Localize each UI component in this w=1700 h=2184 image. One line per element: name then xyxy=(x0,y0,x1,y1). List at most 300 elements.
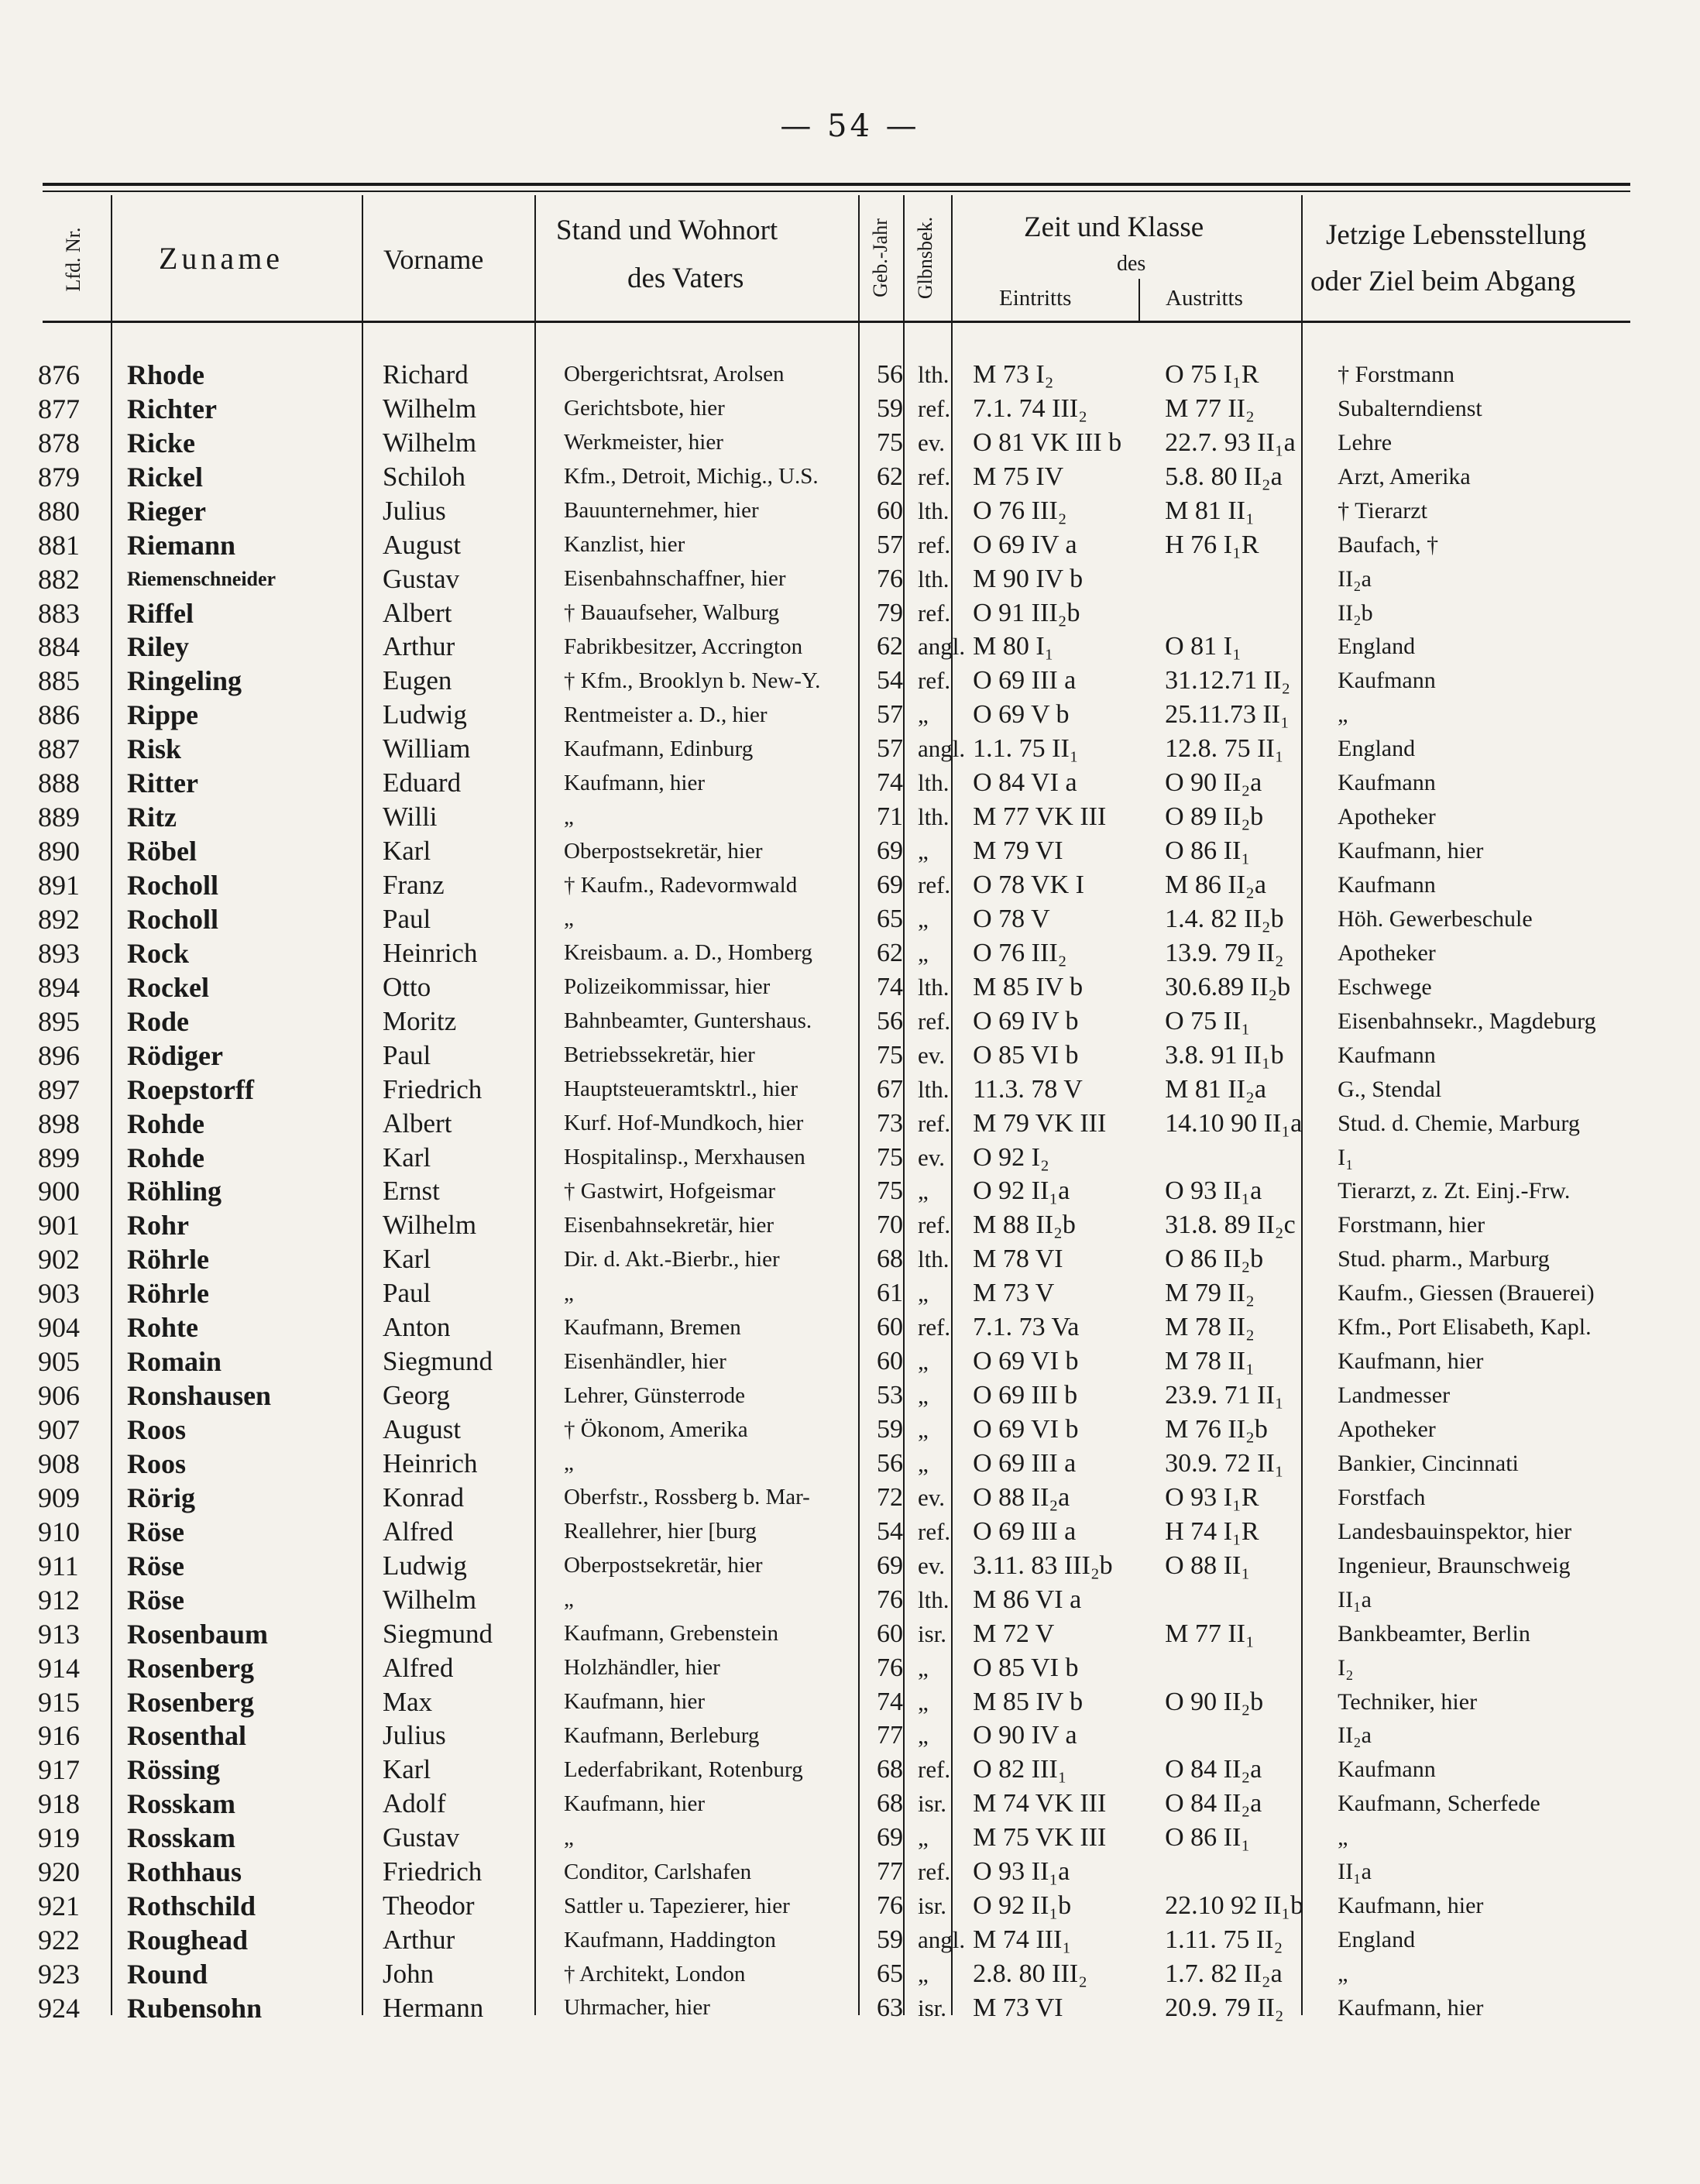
cell-glaubensbekenntnis: „ xyxy=(918,1177,929,1205)
cell-austritt: O 75 II₁ xyxy=(1165,1006,1251,1035)
cell-geb-jahr: 77 xyxy=(877,1721,903,1750)
cell-vorname: Heinrich xyxy=(383,1447,478,1478)
cell-vorname: Theodor xyxy=(383,1890,475,1921)
student-register-table xyxy=(35,358,1655,2025)
cell-eintritt: 1.1. 75 II₁ xyxy=(973,734,1079,764)
table-row xyxy=(35,732,1655,766)
cell-austritt: M 78 II₂ xyxy=(1165,1313,1255,1342)
cell-austritt: 25.11.73 II₁ xyxy=(1165,700,1290,730)
cell-stand-wohnort: Kaufmann, Edinburg xyxy=(564,736,754,761)
cell-stand-wohnort: Kaufmann, hier xyxy=(564,770,705,795)
top-rule-thin xyxy=(43,191,1630,192)
cell-eintritt: O 84 VI a xyxy=(973,768,1077,798)
cell-geb-jahr: 76 xyxy=(877,1653,903,1682)
cell-eintritt: M 77 VK III xyxy=(973,802,1107,832)
cell-jetzige-lebensstellung: Kaufm., Giessen (Brauerei) xyxy=(1338,1280,1595,1307)
cell-geb-jahr: 59 xyxy=(877,1415,903,1444)
cell-stand-wohnort: „ xyxy=(564,1451,574,1476)
cell-vorname: Alfred xyxy=(383,1516,454,1547)
cell-lfd-nr: 924 xyxy=(38,1992,80,2024)
cell-glaubensbekenntnis: ev. xyxy=(918,1551,945,1579)
cell-jetzige-lebensstellung: Kaufmann, hier xyxy=(1338,1893,1484,1919)
cell-glaubensbekenntnis: ref. xyxy=(918,394,951,422)
table-row xyxy=(35,1617,1655,1651)
cell-stand-wohnort: Kaufmann, Berleburg xyxy=(564,1722,760,1748)
cell-glaubensbekenntnis: „ xyxy=(918,1449,929,1477)
cell-lfd-nr: 916 xyxy=(38,1720,80,1752)
cell-eintritt: O 76 III₂ xyxy=(973,496,1067,525)
table-row xyxy=(35,1515,1655,1549)
cell-zuname: Roos xyxy=(127,1447,187,1479)
cell-zuname: Riemann xyxy=(127,529,236,561)
cell-austritt: 31.12.71 II₂ xyxy=(1165,666,1291,695)
cell-austritt xyxy=(1159,1141,1324,1175)
cell-zuname: Rothschild xyxy=(127,1890,256,1922)
cell-eintritt: O 88 II₂a xyxy=(973,1482,1070,1512)
table-row xyxy=(35,630,1655,664)
cell-zuname: Rockel xyxy=(127,971,209,1003)
cell-eintritt: O 93 II₁a xyxy=(973,1857,1070,1887)
cell-austritt xyxy=(1159,562,1324,596)
cell-jetzige-lebensstellung: „ xyxy=(1338,1825,1348,1851)
cell-zuname: Ronshausen xyxy=(127,1380,272,1412)
cell-jetzige-lebensstellung: † Tierarzt xyxy=(1338,497,1427,524)
cell-austritt: O 84 II₂a xyxy=(1165,1789,1262,1818)
cell-lfd-nr: 909 xyxy=(38,1482,80,1513)
cell-lfd-nr: 887 xyxy=(38,733,80,765)
cell-eintritt: M 86 VI a xyxy=(973,1585,1082,1614)
cell-stand-wohnort: Obergerichtsrat, Arolsen xyxy=(564,362,785,387)
table-row xyxy=(35,1923,1655,1957)
cell-vorname: Albert xyxy=(383,597,452,628)
cell-eintritt: 11.3. 78 V xyxy=(973,1074,1083,1104)
cell-geb-jahr: 60 xyxy=(877,1619,903,1648)
cell-vorname: Ernst xyxy=(383,1176,440,1207)
cell-geb-jahr: 60 xyxy=(877,1313,903,1342)
cell-jetzige-lebensstellung: Landesbauinspektor, hier xyxy=(1338,1518,1572,1544)
cell-geb-jahr: 75 xyxy=(877,428,903,457)
cell-jetzige-lebensstellung: II₂a xyxy=(1338,1722,1372,1749)
cell-vorname: Max xyxy=(383,1686,433,1717)
cell-geb-jahr: 65 xyxy=(877,904,903,933)
header-vorname: Vorname xyxy=(383,244,484,275)
cell-lfd-nr: 904 xyxy=(38,1312,80,1344)
cell-geb-jahr: 57 xyxy=(877,700,903,730)
cell-stand-wohnort: Eisenbahnschaffner, hier xyxy=(564,566,786,592)
table-row xyxy=(35,1991,1655,2025)
cell-zuname: Rohr xyxy=(127,1210,189,1241)
table-row xyxy=(35,1073,1655,1107)
cell-glaubensbekenntnis: „ xyxy=(918,837,929,865)
cell-stand-wohnort: Oberpostsekretär, hier xyxy=(564,838,763,864)
cell-lfd-nr: 897 xyxy=(38,1073,80,1105)
cell-zuname: Rosskam xyxy=(127,1788,236,1820)
cell-stand-wohnort: Kaufmann, hier xyxy=(564,1791,705,1816)
cell-eintritt: O 69 IV a xyxy=(973,530,1077,559)
cell-zuname: Rubensohn xyxy=(127,1992,263,2024)
cell-jetzige-lebensstellung: Kaufmann xyxy=(1338,668,1436,694)
table-row xyxy=(35,1379,1655,1413)
cell-geb-jahr: 62 xyxy=(877,632,903,661)
cell-austritt: O 90 II₂b xyxy=(1165,1687,1264,1716)
cell-zuname: Röhrle xyxy=(127,1244,209,1276)
table-row xyxy=(35,596,1655,630)
cell-stand-wohnort: Holzhändler, hier xyxy=(564,1655,720,1681)
cell-geb-jahr: 56 xyxy=(877,1448,903,1478)
cell-glaubensbekenntnis: isr. xyxy=(918,1619,947,1647)
cell-glaubensbekenntnis: „ xyxy=(918,1824,929,1852)
table-row xyxy=(35,1447,1655,1481)
cell-zuname: Riemenschneider xyxy=(127,567,276,590)
cell-stand-wohnort: † Kaufm., Radevormwald xyxy=(564,872,798,898)
cell-zuname: Riley xyxy=(127,631,189,663)
cell-zuname: Rosskam xyxy=(127,1822,236,1854)
cell-zuname: Rothhaus xyxy=(127,1856,242,1888)
cell-lfd-nr: 901 xyxy=(38,1210,80,1241)
cell-vorname: Otto xyxy=(383,971,431,1002)
table-row xyxy=(35,1208,1655,1242)
cell-austritt: M 78 II₁ xyxy=(1165,1347,1255,1376)
cell-glaubensbekenntnis: ev. xyxy=(918,1041,945,1069)
table-row xyxy=(35,1413,1655,1447)
cell-eintritt: M 74 III₁ xyxy=(973,1925,1072,1955)
table-row xyxy=(35,1821,1655,1855)
header-ziel: oder Ziel beim Abgang xyxy=(1310,266,1576,297)
cell-stand-wohnort: † Ökonom, Amerika xyxy=(564,1417,748,1442)
cell-glaubensbekenntnis: ref. xyxy=(918,1109,951,1137)
cell-vorname: Paul xyxy=(383,1039,431,1070)
header-austritts: Austritts xyxy=(1166,286,1243,311)
cell-zuname: Rocholl xyxy=(127,903,219,935)
cell-vorname: Franz xyxy=(383,870,445,901)
cell-jetzige-lebensstellung: Höh. Gewerbeschule xyxy=(1338,905,1533,932)
cell-vorname: Gustav xyxy=(383,1822,460,1853)
table-row xyxy=(35,1004,1655,1039)
cell-lfd-nr: 921 xyxy=(38,1890,80,1922)
header-zeit-klasse: Zeit und Klasse xyxy=(1024,211,1204,243)
cell-austritt: O 75 I₁R xyxy=(1165,359,1259,389)
table-row xyxy=(35,1957,1655,1991)
cell-zuname: Rippe xyxy=(127,699,199,731)
cell-glaubensbekenntnis: lth. xyxy=(918,769,950,797)
cell-jetzige-lebensstellung: „ xyxy=(1338,1961,1348,1987)
cell-zuname: Richter xyxy=(127,393,217,424)
cell-geb-jahr: 65 xyxy=(877,1959,903,1989)
cell-austritt: O 93 II₁a xyxy=(1165,1176,1262,1206)
cell-jetzige-lebensstellung: Bankier, Cincinnati xyxy=(1338,1450,1519,1476)
cell-vorname: August xyxy=(383,529,462,560)
cell-geb-jahr: 56 xyxy=(877,359,903,389)
cell-jetzige-lebensstellung: England xyxy=(1338,736,1416,762)
cell-lfd-nr: 899 xyxy=(38,1142,80,1173)
cell-geb-jahr: 54 xyxy=(877,666,903,695)
cell-vorname: Georg xyxy=(383,1380,450,1411)
cell-austritt: O 86 II₁ xyxy=(1165,836,1251,866)
cell-lfd-nr: 910 xyxy=(38,1516,80,1547)
cell-geb-jahr: 63 xyxy=(877,1993,903,2022)
cell-jetzige-lebensstellung: Eisenbahnsekr., Magdeburg xyxy=(1338,1008,1596,1034)
cell-jetzige-lebensstellung: Subalterndienst xyxy=(1338,395,1482,421)
cell-stand-wohnort: Kaufmann, Bremen xyxy=(564,1314,741,1340)
cell-stand-wohnort: Bauunternehmer, hier xyxy=(564,498,759,524)
cell-lfd-nr: 883 xyxy=(38,597,80,629)
cell-stand-wohnort: Fabrikbesitzer, Accrington xyxy=(564,634,803,659)
cell-eintritt: M 85 IV b xyxy=(973,972,1084,1001)
cell-zuname: Ringeling xyxy=(127,665,242,697)
cell-vorname: Karl xyxy=(383,1142,431,1173)
table-row xyxy=(35,936,1655,970)
header-jetzige: Jetzige Lebensstellung xyxy=(1326,219,1586,251)
cell-zuname: Röhling xyxy=(127,1176,222,1207)
cell-jetzige-lebensstellung: Kaufmann, Scherfede xyxy=(1338,1791,1540,1817)
table-row xyxy=(35,970,1655,1004)
cell-austritt: 1.11. 75 II₂ xyxy=(1165,1925,1283,1955)
cell-glaubensbekenntnis: ref. xyxy=(918,667,951,695)
cell-austritt: 3.8. 91 II₁b xyxy=(1165,1040,1284,1070)
cell-stand-wohnort: „ xyxy=(564,1280,574,1306)
cell-jetzige-lebensstellung: Kaufmann, hier xyxy=(1338,1348,1484,1375)
cell-vorname: Wilhelm xyxy=(383,393,477,424)
cell-glaubensbekenntnis: lth. xyxy=(918,1585,950,1613)
cell-lfd-nr: 896 xyxy=(38,1039,80,1071)
cell-jetzige-lebensstellung: Forstfach xyxy=(1338,1484,1426,1510)
cell-glaubensbekenntnis: ref. xyxy=(918,1211,951,1239)
cell-stand-wohnort: Betriebssekretär, hier xyxy=(564,1042,755,1068)
cell-austritt: 30.6.89 II₂b xyxy=(1165,972,1291,1001)
table-row xyxy=(35,1719,1655,1753)
cell-austritt: 31.8. 89 II₂c xyxy=(1165,1210,1296,1240)
cell-lfd-nr: 877 xyxy=(38,393,80,424)
cell-geb-jahr: 71 xyxy=(877,802,903,832)
cell-austritt: M 81 II₂a xyxy=(1165,1074,1266,1104)
cell-lfd-nr: 922 xyxy=(38,1925,80,1956)
cell-eintritt: O 69 III a xyxy=(973,666,1077,695)
cell-geb-jahr: 73 xyxy=(877,1108,903,1138)
cell-austritt: O 81 I₁ xyxy=(1165,632,1242,661)
cell-austritt: O 90 II₂a xyxy=(1165,768,1262,798)
cell-geb-jahr: 68 xyxy=(877,1245,903,1274)
cell-stand-wohnort: Rentmeister a. D., hier xyxy=(564,702,768,727)
cell-zuname: Rödiger xyxy=(127,1039,223,1071)
cell-jetzige-lebensstellung: Eschwege xyxy=(1338,974,1432,1000)
cell-glaubensbekenntnis: „ xyxy=(918,1416,929,1444)
cell-lfd-nr: 880 xyxy=(38,495,80,527)
table-row xyxy=(35,1242,1655,1276)
cell-zuname: Röbel xyxy=(127,836,197,867)
cell-glaubensbekenntnis: angl. xyxy=(918,633,966,661)
cell-zuname: Rhode xyxy=(127,359,205,390)
cell-jetzige-lebensstellung: Kaufmann xyxy=(1338,872,1436,898)
cell-vorname: Schiloh xyxy=(383,461,465,492)
cell-stand-wohnort: Kaufmann, hier xyxy=(564,1689,705,1715)
table-row xyxy=(35,698,1655,732)
cell-lfd-nr: 919 xyxy=(38,1822,80,1854)
cell-stand-wohnort: Kaufmann, Haddington xyxy=(564,1927,776,1952)
cell-glaubensbekenntnis: ref. xyxy=(918,1007,951,1035)
cell-glaubensbekenntnis: „ xyxy=(918,1688,929,1715)
cell-geb-jahr: 62 xyxy=(877,462,903,491)
cell-vorname: August xyxy=(383,1414,462,1445)
cell-lfd-nr: 903 xyxy=(38,1278,80,1310)
cell-glaubensbekenntnis: „ xyxy=(918,1960,929,1988)
cell-zuname: Rosenberg xyxy=(127,1652,254,1684)
cell-geb-jahr: 70 xyxy=(877,1210,903,1240)
cell-vorname: Hermann xyxy=(383,1992,484,2023)
cell-austritt: O 86 II₂b xyxy=(1165,1245,1264,1274)
cell-austritt xyxy=(1159,596,1324,630)
cell-geb-jahr: 60 xyxy=(877,1347,903,1376)
cell-stand-wohnort: „ xyxy=(564,1587,574,1612)
cell-eintritt: O 92 II₁a xyxy=(973,1176,1070,1206)
cell-geb-jahr: 68 xyxy=(877,1789,903,1818)
cell-zuname: Röse xyxy=(127,1516,184,1547)
cell-glaubensbekenntnis: „ xyxy=(918,701,929,729)
cell-jetzige-lebensstellung: G., Stendal xyxy=(1338,1076,1442,1102)
cell-glaubensbekenntnis: lth. xyxy=(918,496,950,524)
cell-eintritt: 7.1. 74 III₂ xyxy=(973,393,1087,423)
cell-eintritt: M 85 IV b xyxy=(973,1687,1084,1716)
cell-jetzige-lebensstellung: Stud. d. Chemie, Marburg xyxy=(1338,1110,1580,1136)
cell-geb-jahr: 76 xyxy=(877,1891,903,1921)
cell-stand-wohnort: Gerichtsbote, hier xyxy=(564,396,725,421)
cell-vorname: Eduard xyxy=(383,767,462,798)
cell-eintritt: O 76 III₂ xyxy=(973,938,1067,967)
cell-geb-jahr: 74 xyxy=(877,1687,903,1716)
cell-eintritt: M 75 IV xyxy=(973,462,1064,491)
cell-jetzige-lebensstellung: England xyxy=(1338,1927,1416,1953)
cell-vorname: Friedrich xyxy=(383,1856,483,1887)
cell-austritt: 20.9. 79 II₂ xyxy=(1165,1993,1284,2022)
cell-vorname: Eugen xyxy=(383,665,452,696)
cell-eintritt: O 69 VI b xyxy=(973,1415,1079,1444)
cell-glaubensbekenntnis: ev. xyxy=(918,428,945,456)
cell-zuname: Rohte xyxy=(127,1312,198,1344)
cell-jetzige-lebensstellung: Stud. pharm., Marburg xyxy=(1338,1246,1550,1272)
cell-geb-jahr: 74 xyxy=(877,768,903,798)
cell-eintritt: M 74 VK III xyxy=(973,1789,1107,1818)
cell-eintritt: O 69 III a xyxy=(973,1516,1077,1546)
cell-lfd-nr: 905 xyxy=(38,1346,80,1378)
cell-geb-jahr: 77 xyxy=(877,1857,903,1887)
cell-geb-jahr: 62 xyxy=(877,938,903,967)
cell-stand-wohnort: Polizeikommissar, hier xyxy=(564,974,771,1000)
header-eintritts: Eintritts xyxy=(999,286,1072,311)
cell-stand-wohnort: Eisenbahnsekretär, hier xyxy=(564,1212,774,1238)
cell-geb-jahr: 57 xyxy=(877,734,903,764)
table-row xyxy=(35,1175,1655,1209)
cell-zuname: Rode xyxy=(127,1005,189,1037)
cell-vorname: Albert xyxy=(383,1107,452,1138)
table-row xyxy=(35,426,1655,460)
table-row xyxy=(35,1787,1655,1821)
table-row xyxy=(35,1549,1655,1583)
cell-eintritt: O 69 IV b xyxy=(973,1006,1079,1035)
cell-vorname: Karl xyxy=(383,1244,431,1275)
table-row xyxy=(35,1276,1655,1310)
cell-jetzige-lebensstellung: Kaufmann xyxy=(1338,1756,1436,1783)
cell-geb-jahr: 69 xyxy=(877,1823,903,1853)
table-row xyxy=(35,528,1655,562)
cell-eintritt: M 72 V xyxy=(973,1619,1055,1648)
cell-stand-wohnort: † Bauaufseher, Walburg xyxy=(564,600,780,626)
cell-lfd-nr: 923 xyxy=(38,1959,80,1990)
cell-zuname: Romain xyxy=(127,1346,222,1378)
cell-eintritt: O 92 I₂ xyxy=(973,1142,1049,1172)
cell-austritt xyxy=(1159,1719,1324,1753)
header-des: des xyxy=(1117,252,1146,276)
cell-stand-wohnort: Uhrmacher, hier xyxy=(564,1995,710,2021)
cell-glaubensbekenntnis: angl. xyxy=(918,1926,966,1954)
cell-glaubensbekenntnis: ref. xyxy=(918,1756,951,1784)
header-zuname: Zuname xyxy=(159,241,284,276)
cell-zuname: Ricke xyxy=(127,427,195,458)
cell-vorname: Konrad xyxy=(383,1482,464,1513)
cell-vorname: Arthur xyxy=(383,1925,455,1956)
cell-zuname: Rohde xyxy=(127,1142,205,1173)
cell-austritt: 12.8. 75 II₁ xyxy=(1165,734,1284,764)
cell-geb-jahr: 75 xyxy=(877,1040,903,1070)
cell-lfd-nr: 914 xyxy=(38,1652,80,1684)
cell-jetzige-lebensstellung: II₁a xyxy=(1338,1586,1372,1612)
cell-eintritt: M 88 II₂b xyxy=(973,1210,1076,1240)
cell-vorname: Arthur xyxy=(383,631,455,662)
cell-lfd-nr: 920 xyxy=(38,1856,80,1888)
cell-stand-wohnort: Conditor, Carlshafen xyxy=(564,1859,752,1884)
page-number: — 54 — xyxy=(780,108,920,144)
cell-eintritt: O 78 V xyxy=(973,904,1050,933)
cell-eintritt: O 92 II₁b xyxy=(973,1891,1072,1921)
cell-glaubensbekenntnis: lth. xyxy=(918,1075,950,1103)
cell-eintritt: M 80 I₁ xyxy=(973,632,1054,661)
cell-lfd-nr: 890 xyxy=(38,836,80,867)
cell-zuname: Rohde xyxy=(127,1107,205,1139)
cell-eintritt: O 78 VK I xyxy=(973,871,1084,900)
table-row xyxy=(35,460,1655,494)
cell-glaubensbekenntnis: ev. xyxy=(918,1483,945,1511)
table-row xyxy=(35,1039,1655,1073)
cell-stand-wohnort: Hospitalinsp., Merxhausen xyxy=(564,1145,805,1170)
cell-stand-wohnort: Kanzlist, hier xyxy=(564,532,685,558)
cell-vorname: Julius xyxy=(383,495,446,526)
cell-eintritt: M 73 I₂ xyxy=(973,359,1054,389)
cell-lfd-nr: 886 xyxy=(38,699,80,731)
cell-lfd-nr: 902 xyxy=(38,1244,80,1276)
cell-austritt: 1.4. 82 II₂b xyxy=(1165,904,1284,933)
cell-eintritt: M 90 IV b xyxy=(973,564,1084,593)
table-row xyxy=(35,834,1655,868)
cell-zuname: Rickel xyxy=(127,461,203,493)
cell-eintritt: O 69 III a xyxy=(973,1448,1077,1478)
cell-jetzige-lebensstellung: Tierarzt, z. Zt. Einj.-Frw. xyxy=(1338,1178,1571,1204)
cell-vorname: Adolf xyxy=(383,1788,446,1819)
table-body xyxy=(35,358,1655,2025)
table-row xyxy=(35,494,1655,528)
cell-eintritt: O 69 VI b xyxy=(973,1347,1079,1376)
cell-jetzige-lebensstellung: † Forstmann xyxy=(1338,361,1454,387)
cell-lfd-nr: 879 xyxy=(38,461,80,493)
cell-glaubensbekenntnis: ref. xyxy=(918,1517,951,1545)
cell-stand-wohnort: † Architekt, London xyxy=(564,1961,746,1987)
cell-lfd-nr: 918 xyxy=(38,1788,80,1820)
cell-jetzige-lebensstellung: Landmesser xyxy=(1338,1382,1451,1409)
cell-zuname: Ritz xyxy=(127,802,177,833)
cell-vorname: Ludwig xyxy=(383,699,467,730)
cell-jetzige-lebensstellung: Apotheker xyxy=(1338,939,1436,966)
cell-stand-wohnort: Lederfabrikant, Rotenburg xyxy=(564,1756,803,1782)
cell-austritt: M 77 II₂ xyxy=(1165,393,1255,423)
cell-stand-wohnort: Reallehrer, hier [burg xyxy=(564,1519,757,1544)
cell-austritt: M 77 II₁ xyxy=(1165,1619,1255,1648)
